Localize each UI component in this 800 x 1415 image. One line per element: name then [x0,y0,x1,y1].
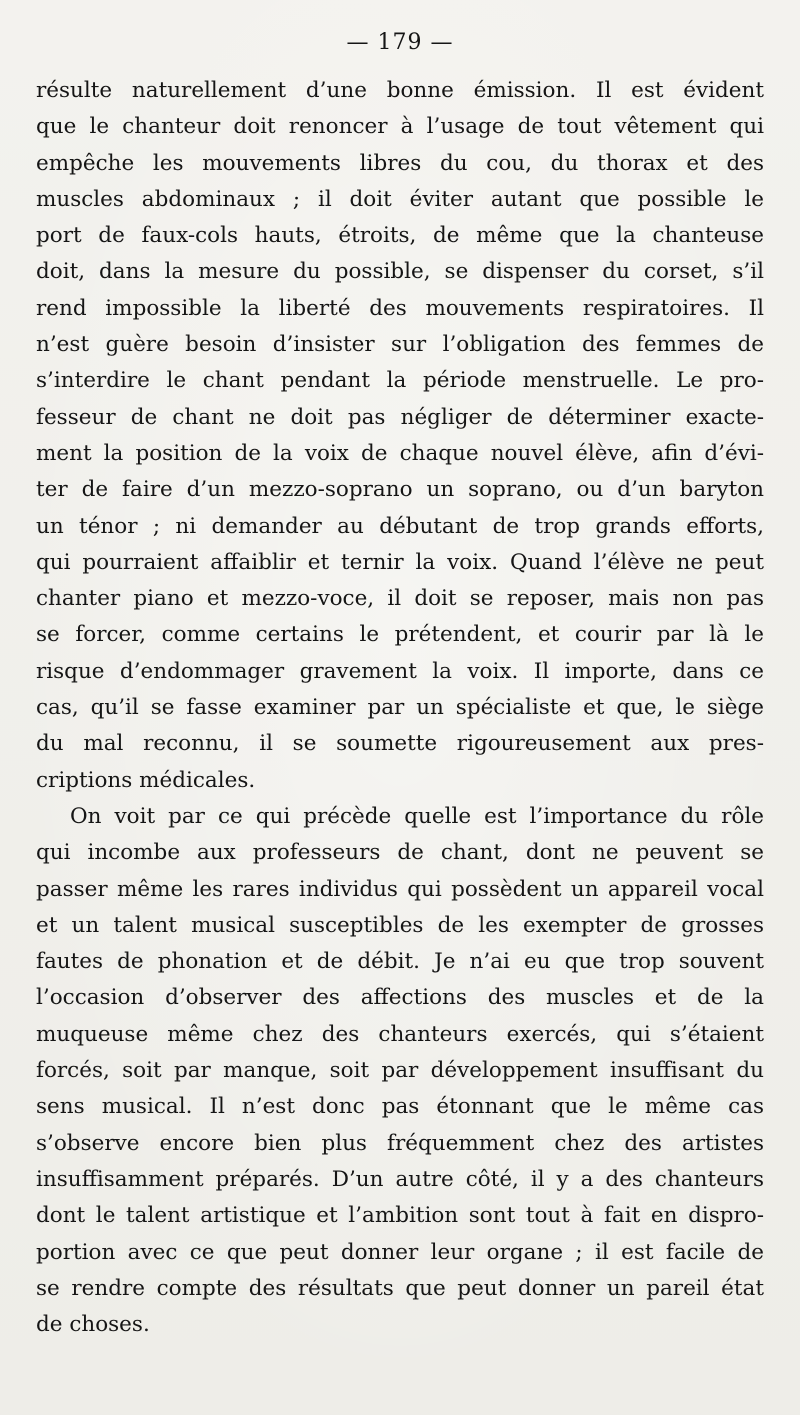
text-line: un ténor ; ni demander au débutant de trop grands efforts, [36,513,764,539]
text-line: sens musical. Il n’est donc pas étonnant que le même cas [36,1094,764,1120]
text-line: n’est guère besoin d’insister sur l’obligation des femmes de [36,332,764,358]
text-line: et un talent musical susceptibles de les exempter de grosses [36,912,764,938]
text-line: doit, dans la mesure du possible, se dispenser du corset, s’il [36,259,764,285]
text-line: ter de faire d’un mezzo-soprano un soprano, ou d’un baryton [36,477,764,503]
text-line: insuffisamment préparés. D’un autre côté, il y a des chanteurs [36,1166,764,1192]
body-text [36,73,764,1343]
text-line: du mal reconnu, il se soumette rigoureusement aux pres- [36,731,764,757]
page-number: — 179 — [346,30,454,55]
text-line: chanter piano et mezzo-voce, il doit se reposer, mais non pas [36,586,764,612]
text-line: que le chanteur doit renoncer à l’usage de tout vêtement qui [36,114,764,140]
text-line: muscles abdominaux ; il doit éviter autant que possible le [36,186,764,212]
text-line: fautes de phonation et de débit. Je n’ai eu que trop souvent [36,949,764,975]
text-line: empêche les mouvements libres du cou, du thorax et des [36,150,764,176]
text-line: résulte naturellement d’une bonne émission. Il est évident [36,78,764,103]
text-line: passer même les rares individus qui possèdent un appareil vocal [36,876,764,902]
paragraph-start-line: On voit par ce qui précède quelle est l’importance du rôle [70,803,764,829]
text-line: dont le talent artistique et l’ambition sont tout à fait en dispro- [36,1203,764,1229]
text-line: se forcer, comme certains le prétendent, et courir par là le [36,622,764,648]
text-line: cas, qu’il se fasse examiner par un spécialiste et que, le siège [36,695,764,721]
paragraph-end-line: criptions médicales. [36,767,256,793]
text-line: forcés, soit par manque, soit par développement insuffisant du [36,1058,764,1084]
paragraph-end-line: de choses. [36,1312,150,1338]
text-line: portion avec ce que peut donner leur organe ; il est facile de [36,1239,764,1265]
text-line: muqueuse même chez des chanteurs exercés, qui s’étaient [36,1021,764,1047]
text-line: port de faux-cols hauts, étroits, de même que la chanteuse [36,223,764,249]
text-line: s’observe encore bien plus fréquemment chez des artistes [36,1130,764,1156]
text-line: se rendre compte des résultats que peut donner un pareil état [36,1275,764,1301]
text-line: rend impossible la liberté des mouvements respiratoires. Il [36,295,764,321]
text-line: ment la position de la voix de chaque nouvel élève, afin d’évi- [36,440,764,466]
text-line: fesseur de chant ne doit pas négliger de déterminer exacte- [36,404,764,430]
text-line: qui pourraient affaiblir et ternir la voix. Quand l’élève ne peut [36,549,764,575]
text-line: qui incombe aux professeurs de chant, dont ne peuvent se [36,840,764,866]
text-line: l’occasion d’observer des affections des muscles et de la [36,985,764,1011]
text-line: risque d’endommager gravement la voix. Il importe, dans ce [36,658,764,684]
text-line: s’interdire le chant pendant la période menstruelle. Le pro- [36,368,764,394]
